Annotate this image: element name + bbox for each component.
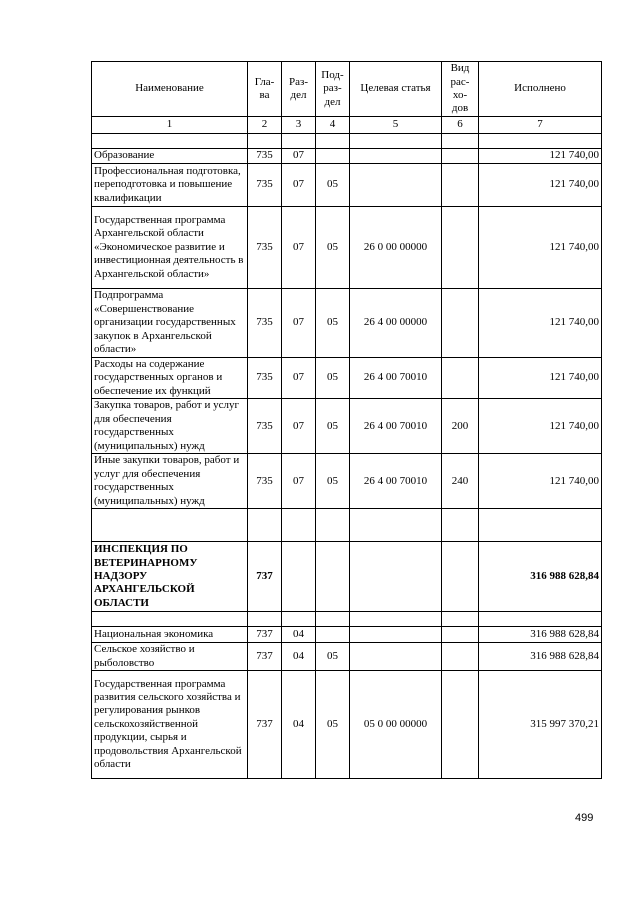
row-chapter: 737 bbox=[248, 671, 282, 779]
row-chapter: 735 bbox=[248, 149, 282, 164]
column-number: 2 bbox=[248, 117, 282, 134]
table-row bbox=[92, 134, 602, 149]
row-expense-type: 240 bbox=[442, 454, 479, 509]
row-expense-type bbox=[442, 509, 479, 542]
row-section: 07 bbox=[282, 399, 316, 454]
row-name: Национальная экономика bbox=[92, 627, 248, 643]
row-subsection: 05 bbox=[316, 454, 350, 509]
page-number: 499 bbox=[575, 812, 594, 824]
header-cell: Исполнено bbox=[479, 62, 602, 117]
row-name: ИНСПЕКЦИЯ ПО ВЕТЕРИНАРНОМУ НАДЗОРУ АРХАНГЕЛЬСКОЙ ОБЛАСТИ bbox=[92, 542, 248, 612]
row-amount: 316 988 628,84 bbox=[479, 643, 602, 671]
row-chapter: 735 bbox=[248, 164, 282, 207]
row-expense-type bbox=[442, 542, 479, 612]
column-number: 3 bbox=[282, 117, 316, 134]
row-amount bbox=[479, 134, 602, 149]
row-name: Сельское хозяйство и рыболовство bbox=[92, 643, 248, 671]
column-number: 5 bbox=[350, 117, 442, 134]
row-subsection: 05 bbox=[316, 671, 350, 779]
row-subsection: 05 bbox=[316, 399, 350, 454]
row-amount: 316 988 628,84 bbox=[479, 627, 602, 643]
row-amount: 121 740,00 bbox=[479, 149, 602, 164]
row-chapter: 735 bbox=[248, 399, 282, 454]
row-chapter: 735 bbox=[248, 289, 282, 358]
row-target-article bbox=[350, 542, 442, 612]
row-amount: 121 740,00 bbox=[479, 454, 602, 509]
row-section bbox=[282, 134, 316, 149]
row-target-article bbox=[350, 509, 442, 542]
budget-table bbox=[91, 61, 602, 779]
row-name bbox=[92, 134, 248, 149]
header-cell: Вид рас- хо- дов bbox=[442, 62, 479, 117]
row-amount: 315 997 370,21 bbox=[479, 671, 602, 779]
row-expense-type bbox=[442, 612, 479, 627]
row-subsection bbox=[316, 542, 350, 612]
row-amount: 121 740,00 bbox=[479, 358, 602, 399]
row-section: 07 bbox=[282, 207, 316, 289]
row-subsection bbox=[316, 612, 350, 627]
header-row bbox=[92, 62, 602, 117]
row-chapter: 737 bbox=[248, 627, 282, 643]
row-expense-type: 200 bbox=[442, 399, 479, 454]
column-number-row bbox=[92, 117, 602, 134]
table-row bbox=[92, 509, 602, 542]
row-chapter: 737 bbox=[248, 643, 282, 671]
row-target-article: 26 4 00 70010 bbox=[350, 399, 442, 454]
row-target-article bbox=[350, 612, 442, 627]
column-number: 1 bbox=[92, 117, 248, 134]
table-row bbox=[92, 454, 602, 509]
row-target-article: 26 4 00 70010 bbox=[350, 454, 442, 509]
header-cell: Наименование bbox=[92, 62, 248, 117]
row-section: 04 bbox=[282, 627, 316, 643]
row-amount: 121 740,00 bbox=[479, 164, 602, 207]
row-amount: 121 740,00 bbox=[479, 399, 602, 454]
row-name: Государственная программа развития сельского хозяйства и регулирования рынков сельскохозяйственной продукции, сырья и продовольствия Архангельской области bbox=[92, 671, 248, 779]
row-subsection: 05 bbox=[316, 643, 350, 671]
row-expense-type bbox=[442, 643, 479, 671]
table-row bbox=[92, 643, 602, 671]
row-expense-type bbox=[442, 358, 479, 399]
row-subsection bbox=[316, 627, 350, 643]
header-cell: Целевая статья bbox=[350, 62, 442, 117]
row-chapter bbox=[248, 509, 282, 542]
row-name: Подпрограмма «Совершенствование организации государственных закупок в Архангельской области» bbox=[92, 289, 248, 358]
row-section: 04 bbox=[282, 671, 316, 779]
row-amount bbox=[479, 612, 602, 627]
row-subsection: 05 bbox=[316, 289, 350, 358]
row-amount: 121 740,00 bbox=[479, 289, 602, 358]
row-amount bbox=[479, 509, 602, 542]
row-chapter: 737 bbox=[248, 542, 282, 612]
row-amount: 316 988 628,84 bbox=[479, 542, 602, 612]
row-subsection: 05 bbox=[316, 358, 350, 399]
row-chapter: 735 bbox=[248, 207, 282, 289]
row-section: 07 bbox=[282, 164, 316, 207]
header-cell: Под- раз- дел bbox=[316, 62, 350, 117]
table-row bbox=[92, 164, 602, 207]
row-section bbox=[282, 509, 316, 542]
header-cell: Гла- ва bbox=[248, 62, 282, 117]
row-expense-type bbox=[442, 207, 479, 289]
row-target-article: 26 4 00 70010 bbox=[350, 358, 442, 399]
table-row bbox=[92, 358, 602, 399]
table-row bbox=[92, 149, 602, 164]
row-section: 07 bbox=[282, 454, 316, 509]
row-expense-type bbox=[442, 289, 479, 358]
row-subsection bbox=[316, 509, 350, 542]
row-chapter: 735 bbox=[248, 358, 282, 399]
row-chapter bbox=[248, 612, 282, 627]
column-number: 4 bbox=[316, 117, 350, 134]
row-name: Закупка товаров, работ и услуг для обеспечения государственных (муниципальных) нужд bbox=[92, 399, 248, 454]
table-row bbox=[92, 207, 602, 289]
table-row bbox=[92, 289, 602, 358]
row-name: Профессиональная подготовка, переподготовка и повышение квалификации bbox=[92, 164, 248, 207]
row-name bbox=[92, 509, 248, 542]
row-subsection: 05 bbox=[316, 164, 350, 207]
row-expense-type bbox=[442, 671, 479, 779]
row-target-article bbox=[350, 149, 442, 164]
table-row bbox=[92, 399, 602, 454]
table-row bbox=[92, 671, 602, 779]
row-expense-type bbox=[442, 134, 479, 149]
table-row bbox=[92, 542, 602, 612]
row-target-article: 26 0 00 00000 bbox=[350, 207, 442, 289]
row-target-article: 05 0 00 00000 bbox=[350, 671, 442, 779]
row-name: Образование bbox=[92, 149, 248, 164]
table-row bbox=[92, 627, 602, 643]
row-target-article bbox=[350, 164, 442, 207]
row-subsection: 05 bbox=[316, 207, 350, 289]
column-number: 7 bbox=[479, 117, 602, 134]
row-expense-type bbox=[442, 149, 479, 164]
row-section: 04 bbox=[282, 643, 316, 671]
row-chapter bbox=[248, 134, 282, 149]
row-section: 07 bbox=[282, 358, 316, 399]
row-expense-type bbox=[442, 627, 479, 643]
row-expense-type bbox=[442, 164, 479, 207]
row-amount: 121 740,00 bbox=[479, 207, 602, 289]
row-name: Государственная программа Архангельской области «Экономическое развитие и инвестиционная деятельность в Архангельской области» bbox=[92, 207, 248, 289]
row-subsection bbox=[316, 149, 350, 164]
row-section bbox=[282, 542, 316, 612]
row-target-article bbox=[350, 627, 442, 643]
row-name bbox=[92, 612, 248, 627]
row-name: Расходы на содержание государственных органов и обеспечение их функций bbox=[92, 358, 248, 399]
row-target-article bbox=[350, 134, 442, 149]
header-cell: Раз- дел bbox=[282, 62, 316, 117]
row-section: 07 bbox=[282, 289, 316, 358]
row-subsection bbox=[316, 134, 350, 149]
row-name: Иные закупки товаров, работ и услуг для обеспечения государственных (муниципальных) нужд bbox=[92, 454, 248, 509]
row-section bbox=[282, 612, 316, 627]
row-target-article bbox=[350, 643, 442, 671]
row-chapter: 735 bbox=[248, 454, 282, 509]
column-number: 6 bbox=[442, 117, 479, 134]
row-section: 07 bbox=[282, 149, 316, 164]
table-row bbox=[92, 612, 602, 627]
row-target-article: 26 4 00 00000 bbox=[350, 289, 442, 358]
